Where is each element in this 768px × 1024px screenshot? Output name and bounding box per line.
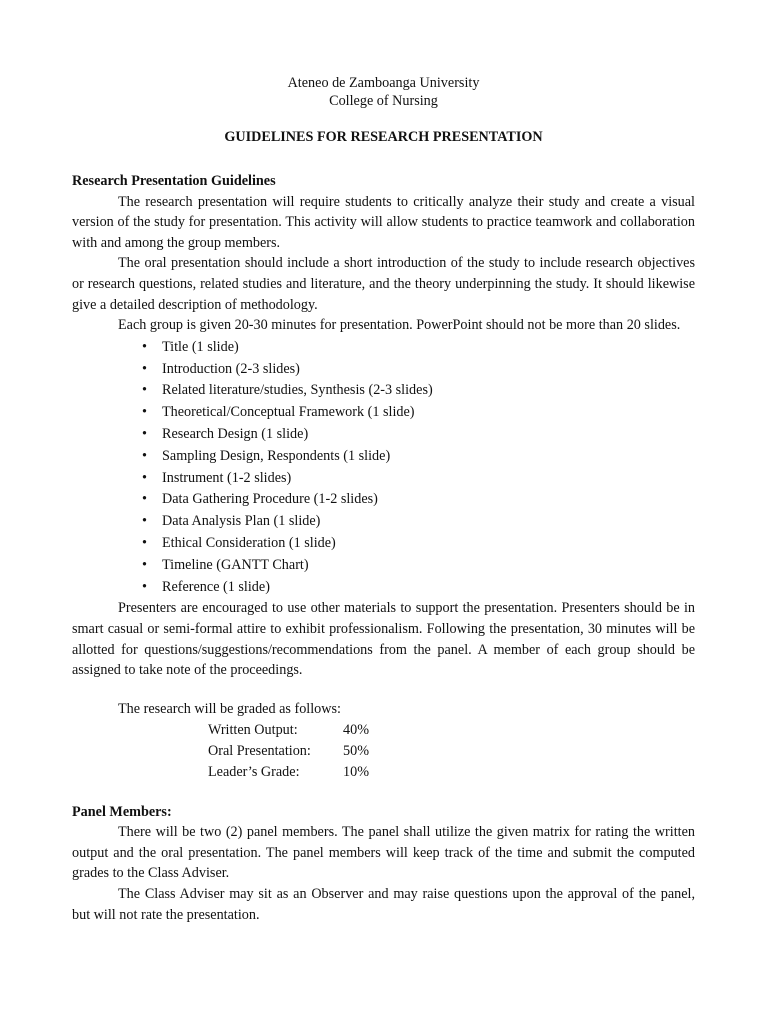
bullet-icon: •: [142, 578, 147, 595]
slide-list-item: [72, 555, 695, 577]
presenters-paragraph: Presenters are encouraged to use other materials to support the presentation. Presenters should be in smart casual or semi-formal attire to exhibit professionalism. Following the presentation, 30 minutes will be allotted for questions/suggestions/recommendations from the panel. A member of each group should be assigned to take note of the proceedings.: [72, 600, 695, 679]
bullet-icon: •: [142, 513, 147, 530]
grading-row: [208, 720, 695, 741]
document-page: [72, 74, 695, 925]
slide-item-text: Timeline (GANTT Chart): [162, 556, 309, 573]
slide-list-item: [72, 402, 695, 424]
slide-list-item: [72, 489, 695, 511]
grading-table: [208, 720, 695, 783]
slide-item-text: Introduction (2-3 slides): [162, 360, 300, 377]
slide-list-item: [72, 577, 695, 599]
college-name: College of Nursing: [329, 93, 438, 109]
slide-list-item: [72, 533, 695, 555]
guidelines-paragraph: The oral presentation should include a short introduction of the study to include research objectives or research questions, related studies and literature, and the theory underpinning the study. It should likewise give a detailed description of methodology.: [72, 255, 695, 313]
guidelines-paragraph: Each group is given 20-30 minutes for presentation. PowerPoint should not be more than 20 slides.: [118, 317, 681, 334]
bullet-icon: •: [142, 447, 147, 464]
slide-list-item: [72, 337, 695, 359]
slide-item-text: Reference (1 slide): [162, 578, 270, 595]
grading-row: [208, 762, 695, 783]
grading-row: [208, 741, 695, 762]
grading-value: 40%: [343, 721, 370, 738]
panel-paragraph: There will be two (2) panel members. The panel shall utilize the given matrix for rating the written output and the oral presentation. The panel members will keep track of the time and submit the computed grades to the Class Adviser.: [72, 824, 695, 882]
bullet-icon: •: [142, 491, 147, 508]
document-title: GUIDELINES FOR RESEARCH PRESENTATION: [224, 129, 543, 145]
bullet-icon: •: [142, 338, 147, 355]
slide-item-text: Research Design (1 slide): [162, 425, 309, 442]
bullet-icon: •: [142, 425, 147, 442]
bullet-icon: •: [142, 404, 147, 421]
slide-list: [72, 337, 695, 599]
panel-heading: Panel Members:: [72, 803, 172, 820]
university-name: Ateneo de Zamboanga University: [287, 75, 480, 91]
grading-value: 10%: [343, 763, 370, 780]
slide-item-text: Related literature/studies, Synthesis (2-3 slides): [162, 382, 433, 399]
bullet-icon: •: [142, 469, 147, 486]
bullet-icon: •: [142, 360, 147, 377]
slide-item-text: Theoretical/Conceptual Framework (1 slide): [162, 404, 415, 421]
slide-item-text: Instrument (1-2 slides): [162, 469, 292, 486]
panel-paragraph: The Class Adviser may sit as an Observer and may raise questions upon the approval of the panel, but will not rate the presentation.: [72, 886, 695, 923]
grading-value: 50%: [343, 742, 370, 759]
slide-list-item: [72, 446, 695, 468]
bullet-icon: •: [142, 382, 147, 399]
grading-label: Written Output:: [208, 721, 298, 738]
slide-list-item: [72, 359, 695, 381]
grading-label: Oral Presentation:: [208, 742, 311, 759]
slide-list-item: [72, 424, 695, 446]
grading-intro: The research will be graded as follows:: [118, 700, 341, 717]
slide-item-text: Data Analysis Plan (1 slide): [162, 513, 321, 530]
slide-item-text: Title (1 slide): [162, 338, 239, 355]
slide-list-item: [72, 511, 695, 533]
slide-list-item: [72, 380, 695, 402]
guidelines-paragraph: The research presentation will require students to critically analyze their study and create a visual version of the study for presentation. This activity will allow students to practice teamwork and collaboration with and among the group members.: [72, 193, 695, 251]
grading-label: Leader’s Grade:: [208, 763, 300, 780]
slide-item-text: Data Gathering Procedure (1-2 slides): [162, 491, 378, 508]
bullet-icon: •: [142, 534, 147, 551]
slide-item-text: Ethical Consideration (1 slide): [162, 534, 336, 551]
slide-item-text: Sampling Design, Respondents (1 slide): [162, 447, 391, 464]
guidelines-heading: Research Presentation Guidelines: [72, 173, 276, 189]
bullet-icon: •: [142, 556, 147, 573]
slide-list-item: [72, 468, 695, 490]
